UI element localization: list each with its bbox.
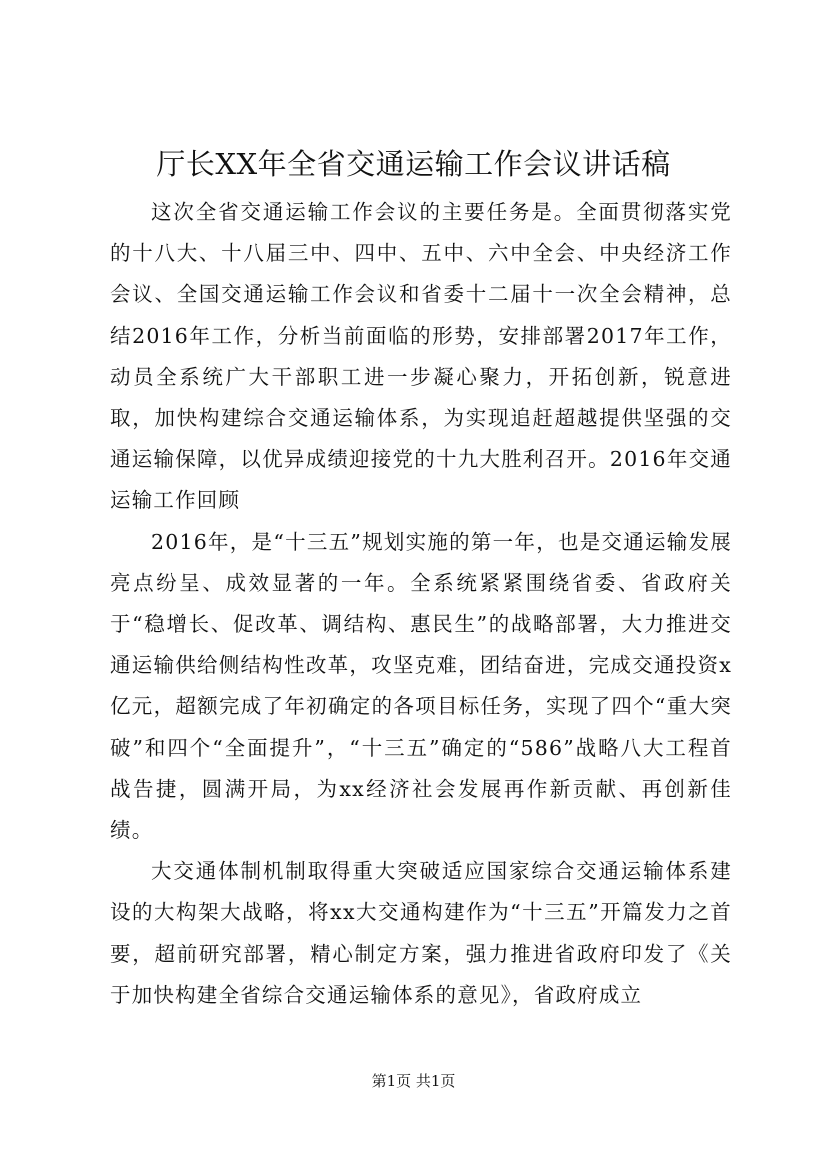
paragraph-review-2016: 2016年，是“十三五”规划实施的第一年，也是交通运输发展亮点纷呈、成效显著的一年。全系统紧紧围绕省委、省政府关于“稳增长、促改革、调结构、惠民生”的战略部署，大力推进交通运输供给侧结构性改革，攻坚克难，团结奋进，完成交通投资x亿元，超额完成了年初确定的各项目标任务，实现了四个“重大突破”和四个“全面提升”，“十三五”确定的“586”战略八大工程首战告捷，圆满开局，为xx经济社会发展再作新贡献、再创新佳绩。	[110, 529, 732, 843]
document-body	[110, 192, 732, 1016]
paragraph-intro: 这次全省交通运输工作会议的主要任务是。全面贯彻落实党的十八大、十八届三中、四中、五中、六中全会、中央经济工作会议、全国交通运输工作会议和省委十二届十一次全会精神，总结2016年工作，分析当前面临的形势，安排部署2017年工作，动员全系统广大干部职工进一步凝心聚力，开拓创新，锐意进取，加快构建综合交通运输体系，为实现追赶超越提供坚强的交通运输保障，以优异成绩迎接党的十九大胜利召开。2016年交通运输工作回顾	[110, 200, 732, 513]
document-title: 厅长XX年全省交通运输工作会议讲话稿	[156, 147, 671, 181]
page-number-footer: 第1页 共1页	[371, 1072, 456, 1090]
paragraph-system-reform: 大交通体制机制取得重大突破适应国家综合交通运输体系建设的大构架大战略，将xx大交通构建作为“十三五”开篇发力之首要，超前研究部署，精心制定方案，强力推进省政府印发了《关于加快构建全省综合交通运输体系的意见》，省政府成立	[110, 859, 732, 1007]
